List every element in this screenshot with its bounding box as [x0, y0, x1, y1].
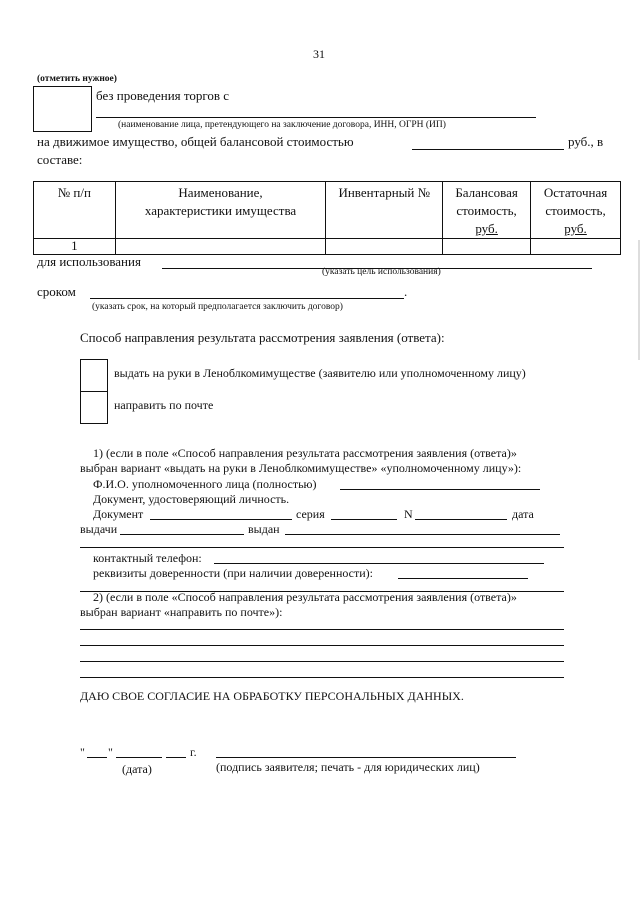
fio-line[interactable]: [340, 489, 540, 490]
no-tender-hint: (наименование лица, претендующего на заключение договора, ИНН, ОГРН (ИП): [118, 120, 446, 130]
mail-address-line-4[interactable]: [80, 677, 564, 678]
mail-address-line-3[interactable]: [80, 661, 564, 662]
row-1-number: 1: [34, 239, 116, 255]
phone-line[interactable]: [214, 563, 544, 564]
date-day-line[interactable]: [87, 757, 107, 758]
option-hand-delivery-label: выдать на руки в Леноблкомимуществе (заявителю или уполномоченному лицу): [114, 366, 526, 380]
number-line[interactable]: [415, 519, 507, 520]
series-line[interactable]: [331, 519, 397, 520]
date-label: дата: [512, 507, 534, 521]
col-balance-label-1: Балансовая: [455, 185, 518, 200]
checkbox-hand-delivery[interactable]: [80, 359, 108, 392]
col-balance-label-2: стоимость,: [456, 203, 517, 218]
row-1-balance-cell[interactable]: [443, 239, 531, 255]
option-mail-label: направить по почте: [114, 398, 214, 412]
date-hint: (дата): [122, 762, 152, 776]
phone-label: контактный телефон:: [93, 551, 202, 565]
document-label: Документ: [93, 507, 144, 521]
issued-by-line[interactable]: [285, 534, 560, 535]
mail-address-line-2[interactable]: [80, 645, 564, 646]
number-label: N: [404, 507, 413, 521]
date-month-line[interactable]: [116, 757, 162, 758]
property-table: [33, 181, 621, 255]
id-doc-label: Документ, удостоверяющий личность.: [93, 492, 290, 506]
checkbox-mail[interactable]: [80, 391, 108, 424]
term-label: сроком: [37, 284, 76, 299]
checkbox-no-tender[interactable]: [33, 86, 92, 132]
rub-v-label: руб., в: [568, 134, 604, 149]
for-use-label: для использования: [37, 254, 141, 269]
p1-line-1: 1) (если в поле «Способ направления результата рассмотрения заявления (ответа)»: [93, 446, 517, 460]
col-number: [34, 182, 116, 239]
p2-line-1: 2) (если в поле «Способ направления результата рассмотрения заявления (ответа)»: [93, 590, 517, 604]
row-1-residual-cell[interactable]: [531, 239, 621, 255]
col-residual-label-2: стоимость,: [545, 203, 606, 218]
document-line[interactable]: [150, 519, 292, 520]
year-g-label: г.: [190, 745, 197, 759]
date-quote-close: ": [108, 745, 113, 759]
p2-line-2: выбран вариант «направить по почте»):: [80, 605, 283, 619]
term-end-dot: .: [404, 284, 408, 299]
issue-label: выдачи: [80, 522, 118, 536]
col-inventory: [326, 182, 443, 239]
term-hint: (указать срок, на который предполагается заключить договор): [92, 302, 343, 312]
mail-address-line-1[interactable]: [80, 629, 564, 630]
col-name-label-2: характеристики имущества: [144, 203, 297, 218]
fio-label: Ф.И.О. уполномоченного лица (полностью): [93, 477, 317, 491]
date-year-line[interactable]: [166, 757, 186, 758]
term-line[interactable]: [90, 298, 404, 299]
signature-line[interactable]: [216, 757, 516, 758]
col-residual: [531, 182, 621, 239]
col-name: [115, 182, 326, 239]
series-label: серия: [296, 507, 325, 521]
page-number: 31: [313, 47, 325, 61]
no-tender-label: без проведения торгов с: [96, 88, 230, 103]
signature-hint: (подпись заявителя; печать - для юридических лиц): [216, 760, 480, 774]
col-name-label-1: Наименование,: [178, 185, 263, 200]
table-row: [34, 239, 621, 255]
proxy-line[interactable]: [398, 578, 528, 579]
no-tender-applicant-line[interactable]: [96, 117, 536, 118]
date-quote-open: ": [80, 745, 85, 759]
p1-line-2: выбран вариант «выдать на руки в Леноблкомимуществе» «уполномоченному лицу»):: [80, 461, 522, 475]
proxy-label: реквизиты доверенности (при наличии доверенности):: [93, 566, 374, 580]
col-balance: [443, 182, 531, 239]
col-residual-label-1: Остаточная: [543, 185, 608, 200]
col-residual-label-3: руб.: [564, 221, 587, 236]
row-1-name-cell[interactable]: [115, 239, 326, 255]
balance-value-line[interactable]: [412, 149, 564, 150]
consent-statement: ДАЮ СВОЕ СОГЛАСИЕ НА ОБРАБОТКУ ПЕРСОНАЛЬНЫХ ДАННЫХ.: [80, 689, 464, 703]
issued-by-label: выдан: [248, 522, 280, 536]
row-1-inventory-cell[interactable]: [326, 239, 443, 255]
mark-needed-note: (отметить нужное): [37, 74, 117, 84]
col-number-label: № п/п: [57, 185, 91, 200]
table-header-row: [34, 182, 621, 239]
for-use-hint: (указать цель использования): [322, 267, 441, 277]
issue-date-line[interactable]: [120, 534, 244, 535]
issued-by-line-2[interactable]: [80, 547, 564, 548]
col-balance-label-3: руб.: [475, 221, 498, 236]
composition-label: составе:: [37, 152, 83, 167]
movable-property-label: на движимое имущество, общей балансовой стоимостью: [37, 134, 354, 149]
col-inventory-label: Инвентарный №: [338, 185, 430, 200]
method-title: Способ направления результата рассмотрения заявления (ответа):: [80, 330, 445, 345]
